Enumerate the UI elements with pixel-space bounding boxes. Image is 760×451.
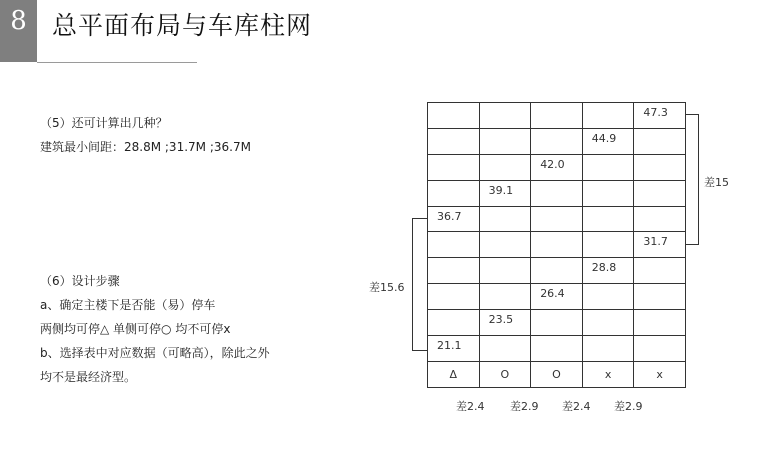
- table-cell: [582, 310, 634, 336]
- table-cell: 28.8: [582, 258, 634, 284]
- parking-legend: 两侧均可停△ 单侧可停○ 均不可停x: [40, 322, 231, 336]
- table-row: [428, 336, 686, 362]
- table-cell: [582, 103, 634, 129]
- step-a: a、确定主楼下是否能（易）停车: [40, 298, 216, 312]
- table-cell: [428, 310, 480, 336]
- step-b-continued: 均不是最经济型。: [40, 370, 137, 384]
- table-cell: [428, 284, 480, 310]
- page-title: 总平面布局与车库柱网: [52, 11, 313, 40]
- table-cell: 42.0: [531, 154, 583, 180]
- table-row: [428, 180, 686, 206]
- table-cell: [531, 128, 583, 154]
- table-cell: [531, 232, 583, 258]
- table-cell: [531, 206, 583, 232]
- spacing-table: [427, 102, 686, 388]
- table-cell: [479, 206, 531, 232]
- table-cell: [634, 206, 686, 232]
- table-cell: [634, 336, 686, 362]
- parking-symbol-cell: x: [634, 361, 686, 387]
- table-row: [428, 206, 686, 232]
- table-cell: [479, 128, 531, 154]
- table-cell: [531, 258, 583, 284]
- table-cell: 23.5: [479, 310, 531, 336]
- table-cell: [582, 154, 634, 180]
- left-bracket: [412, 218, 427, 351]
- table-row: [428, 232, 686, 258]
- table-cell: [582, 284, 634, 310]
- table-cell: 44.9: [582, 128, 634, 154]
- left-difference-label: 差15.6: [369, 281, 405, 294]
- table-cell: [582, 232, 634, 258]
- section6-heading: （6）设计步骤: [40, 274, 120, 288]
- table-cell: 39.1: [479, 180, 531, 206]
- table-cell: [428, 154, 480, 180]
- table-cell: 36.7: [428, 206, 480, 232]
- table-cell: 26.4: [531, 284, 583, 310]
- parking-symbol-cell: x: [582, 361, 634, 387]
- table-cell: [531, 180, 583, 206]
- table-cell: [479, 154, 531, 180]
- table-cell: [479, 336, 531, 362]
- step-b: b、选择表中对应数据（可略高），除此之外: [40, 346, 270, 360]
- section-number: 8: [10, 6, 27, 36]
- table-cell: 31.7: [634, 232, 686, 258]
- table-row: [428, 284, 686, 310]
- table-cell: [428, 232, 480, 258]
- parking-symbol-cell: O: [479, 361, 531, 387]
- table-cell: [634, 310, 686, 336]
- table-cell: [531, 103, 583, 129]
- parking-symbol-row: [428, 361, 686, 387]
- table-cell: [531, 310, 583, 336]
- title-underline: [37, 62, 197, 63]
- table-cell: [582, 206, 634, 232]
- bottom-difference-1: 差2.4: [456, 400, 485, 413]
- table-cell: [634, 128, 686, 154]
- table-cell: [428, 128, 480, 154]
- table-cell: [582, 180, 634, 206]
- table-cell: [634, 154, 686, 180]
- table-cell: [634, 258, 686, 284]
- table-cell: [428, 180, 480, 206]
- section-number-badge: [0, 0, 37, 62]
- bottom-difference-3: 差2.4: [562, 400, 591, 413]
- table-cell: [479, 258, 531, 284]
- table-cell: [428, 103, 480, 129]
- table-row: [428, 310, 686, 336]
- bottom-difference-2: 差2.9: [510, 400, 539, 413]
- table-cell: [479, 232, 531, 258]
- table-row: [428, 258, 686, 284]
- table-row: [428, 154, 686, 180]
- table-row: [428, 103, 686, 129]
- table-cell: [582, 336, 634, 362]
- table-cell: [531, 336, 583, 362]
- table-cell: [428, 258, 480, 284]
- section5-heading: （5）还可计算出几种？: [40, 116, 168, 130]
- table-row: [428, 128, 686, 154]
- table-cell: [634, 180, 686, 206]
- right-difference-label: 差15: [704, 176, 729, 189]
- bottom-difference-4: 差2.9: [614, 400, 643, 413]
- parking-symbol-cell: Δ: [428, 361, 480, 387]
- section5-spacing-line: 建筑最小间距：28.8M ;31.7M ;36.7M: [40, 140, 251, 154]
- parking-symbol-cell: O: [531, 361, 583, 387]
- right-bracket: [685, 114, 699, 245]
- table-cell: [479, 103, 531, 129]
- table-cell: 47.3: [634, 103, 686, 129]
- table-cell: [634, 284, 686, 310]
- table-cell: [479, 284, 531, 310]
- table-cell: 21.1: [428, 336, 480, 362]
